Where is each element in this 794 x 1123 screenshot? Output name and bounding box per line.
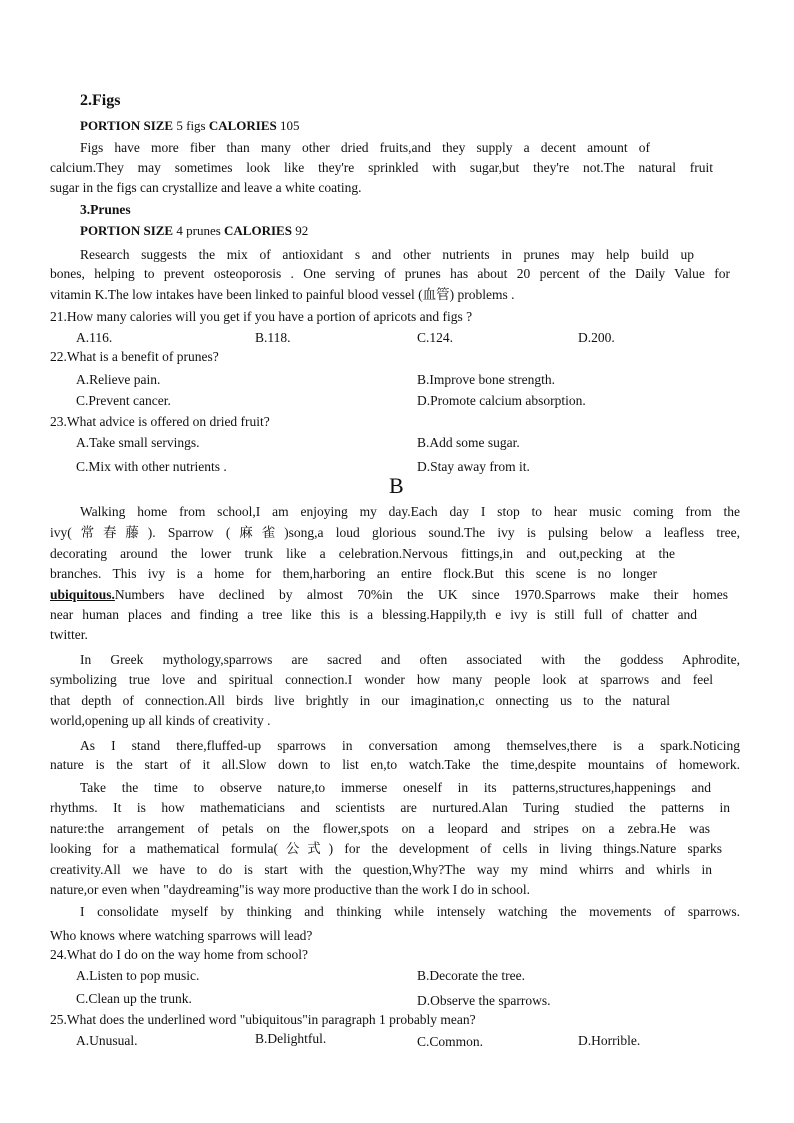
prunes-portion-value: 4 prunes [176,223,221,238]
q21-option-b[interactable]: B.118. [255,330,291,345]
passage-p4-line-5: creativity.All we have to do is start with the question,Why?The way my mind whirrs and whirls in [50,862,712,877]
passage-p2-line-4: world,opening up all kinds of creativity . [50,713,271,728]
q22-option-c[interactable]: C.Prevent cancer. [76,393,171,408]
passage-p1-line-6: near human places and finding a tree like this is a blessing.Happily,th e ivy is still full of chatter and [50,607,697,622]
q22-option-d[interactable]: D.Promote calcium absorption. [417,393,586,408]
q22-option-b[interactable]: B.Improve bone strength. [417,372,555,387]
figs-calories-value: 105 [280,118,300,133]
prunes-text-line-1: Research suggests the mix of antioxidant s and other nutrients in prunes may help build up [80,247,694,262]
passage-p4-line-1: Take the time to observe nature,to immerse oneself in its patterns,structures,happenings and [80,780,711,795]
prunes-text-line-2: bones, helping to prevent osteoporosis . One serving of prunes has about 20 percent of the Daily Value for [50,266,730,281]
underlined-word-ubiquitous: ubiquitous. [50,587,115,602]
prunes-portion-label: PORTION SIZE [80,223,174,238]
passage-p1-line-1: Walking home from school,I am enjoying my day.Each day I stop to hear music coming from the [80,504,740,519]
prunes-calories-label: CALORIES [224,223,292,238]
q23-option-b[interactable]: B.Add some sugar. [417,435,520,450]
q23-option-d[interactable]: D.Stay away from it. [417,459,530,474]
prunes-portion-line [80,222,308,240]
passage-p2-line-1: In Greek mythology,sparrows are sacred and often associated with the goddess Aphrodite, [80,652,740,667]
q24-option-c[interactable]: C.Clean up the trunk. [76,991,192,1006]
q21-option-a[interactable]: A.116. [76,330,113,345]
question-23-stem: 23.What advice is offered on dried fruit? [50,414,270,429]
q24-option-a[interactable]: A.Listen to pop music. [76,968,200,983]
question-24-stem: 24.What do I do on the way home from school? [50,947,308,962]
figs-portion-value: 5 figs [176,118,206,133]
passage-p4-line-2: rhythms. It is how mathematicians and scientists are nurtured.Alan Turing studied the patterns in [50,800,730,815]
question-21-stem: 21.How many calories will you get if you have a portion of apricots and figs ? [50,309,473,324]
prunes-calories-value: 92 [295,223,309,238]
question-22-stem: 22.What is a benefit of prunes? [50,349,219,364]
q21-option-d[interactable]: D.200. [578,330,615,345]
question-25-stem: 25.What does the underlined word "ubiquitous"in paragraph 1 probably mean? [50,1012,476,1027]
passage-p2-line-3: that depth of connection.All birds live brightly in our imagination,c onnecting us to the natural [50,693,670,708]
figs-text-line-1: Figs have more fiber than many other dried fruits,and they supply a decent amount of [80,140,650,155]
passage-p3-line-1: As I stand there,fluffed-up sparrows in conversation among themselves,there is a spark.Noticing [80,738,740,753]
q25-option-a[interactable]: A.Unusual. [76,1033,138,1048]
prunes-heading: 3.Prunes [80,202,131,217]
passage-p4-line-3: nature:the arrangement of petals on the flower,spots on a leopard and stripes on a zebra.He was [50,821,710,836]
passage-p4-line-6: nature,or even when "daydreaming"is way more productive than the work I do in school. [50,882,531,897]
figs-portion-label: PORTION SIZE [80,118,174,133]
figs-text-line-3: sugar in the figs can crystallize and leave a white coating. [50,180,362,195]
q23-option-c[interactable]: C.Mix with other nutrients . [76,459,227,474]
q24-option-b[interactable]: B.Decorate the tree. [417,968,525,983]
q25-option-b[interactable]: B.Delightful. [255,1031,327,1046]
passage-p3-line-2: nature is the start of it all.Slow down to list en,to watch.Take the time,despite mountains of homework. [50,757,740,772]
passage-p1-line-5-rest: Numbers have declined by almost 70%in the UK since 1970.Sparrows make their homes [114,587,728,602]
passage-p1-line-4: branches. This ivy is a home for them,harboring an entire flock.But this scene is no longer [50,566,657,581]
q21-option-c[interactable]: C.124. [417,330,454,345]
prunes-text-line-3: vitamin K.The low intakes have been linked to painful blood vessel (血管) problems . [50,287,515,302]
q23-option-a[interactable]: A.Take small servings. [76,435,200,450]
passage-p2-line-2: symbolizing true love and spiritual connection.I wonder how many people look at sparrows and feel [50,672,713,687]
passage-p5-line-1: I consolidate myself by thinking and thinking while intensely watching the movements of sparrows. [80,904,740,919]
q25-option-c[interactable]: C.Common. [417,1034,484,1049]
q22-option-a[interactable]: A.Relieve pain. [76,372,161,387]
figs-calories-label: CALORIES [208,118,277,133]
q24-option-d[interactable]: D.Observe the sparrows. [417,993,551,1008]
passage-p5-line-2: Who knows where watching sparrows will lead? [50,928,313,943]
passage-p1-line-2: ivy(常春藤). Sparrow (麻雀)song,a loud glorious sound.The ivy is pulsing below a leafless tree, [50,525,740,540]
figs-portion-line [80,117,300,135]
figs-text-line-2: calcium.They may sometimes look like they're sprinkled with sugar,but they're not.The natural fruit [50,160,713,175]
passage-p1-line-7: twitter. [50,627,88,642]
passage-p1-line-3: decorating around the lower trunk like a celebration.Nervous fittings,in and out,pecking at the [50,546,675,561]
figs-heading: 2.Figs [80,92,121,109]
passage-p1-line-5 [50,586,728,604]
section-b-heading: B [389,473,404,498]
passage-p4-line-4: looking for a mathematical formula(公式) for the development of cells in living things.Nature sparks [50,841,722,856]
q25-option-d[interactable]: D.Horrible. [578,1033,641,1048]
